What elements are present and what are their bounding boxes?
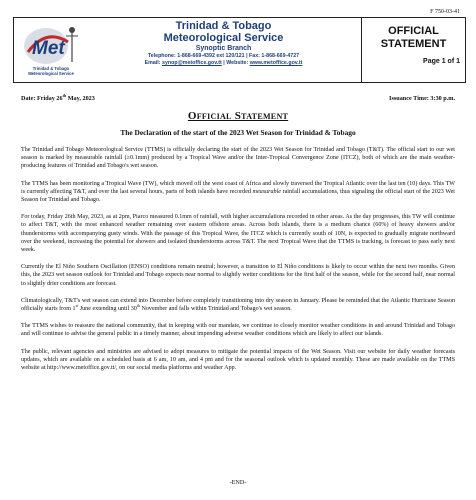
statement-body bbox=[21, 146, 455, 381]
paragraph-1: The Trinidad and Tobago Meteorological Service (TTMS) is officially declaring the start of the 2023 Wet Season for Trinidad and Tobago (T&T). The official start to our wet season is marked by measurable rainfall (≥0.1mm) produced by a Tropical Wave and/or the Inter-Tropical Convergence Zone (ITCZ), both of which are the main weather-producing features of Trinidad and Tobago's wet season. bbox=[21, 147, 455, 170]
page-number: Page 1 of 1 bbox=[423, 58, 460, 65]
paragraph-5: Climatologically, T&T's wet season can extend into December before completely transitioning into dry season in January. Please be reminded that the Atlantic Hurricane Season officially starts from 1st June extending until 30th November and falls within Trinidad and Tobago's wet season. bbox=[21, 297, 455, 313]
official-statement-badge: OFFICIAL STATEMENT Page 1 of 1 bbox=[380, 25, 460, 65]
logo-graphic bbox=[20, 22, 82, 68]
org-name-line2: Meteorological Service bbox=[163, 32, 284, 44]
issue-date: Date: Friday 26th May, 2023 bbox=[21, 92, 95, 102]
email-link[interactable]: synop@metoffice.gov.tt bbox=[162, 60, 222, 66]
website-link[interactable]: www.metoffice.gov.tt bbox=[249, 60, 303, 66]
document-title: Official Statement bbox=[187, 110, 289, 122]
paragraph-4: Currently the El Niño Southern Oscillation (ENSO) conditions remain neutral; however, a transition to El Niño conditions is likely to occur within the next two months. Given this, the 2023 wet season outlook for Trinidad and Tobago expects near normal to slightly wetter conditions for the first half of the season, while for the second half, near normal to slightly drier conditions are forecast. bbox=[21, 264, 455, 287]
date-line bbox=[21, 92, 455, 102]
paragraph-7: The public, relevant agencies and ministries are advised to adopt measures to mitigate the potential impacts of the Wet Season. Visit our website for daily weather forecasts updates, which are available on a scheduled basis at 6 am, 10 am, and 4 pm and for the seasonal outlook which is updated monthly. These are made available on the TTMS website at http://www.metoffice.gov.tt/, on our social media platforms and weather App. bbox=[21, 348, 455, 372]
organization-block bbox=[86, 18, 362, 82]
issuance-time: Issuance Time: 3:30 p.m. bbox=[389, 95, 455, 102]
met-logo bbox=[14, 18, 86, 82]
branch-name: Synoptic Branch bbox=[195, 45, 252, 52]
paragraph-2: The TTMS has been monitoring a Tropical Wave (TW), which moved off the west coast of Africa and slowly traversed the Tropical Atlantic over the last ten (10) days. This TW is currently affecting T&T, and over the last several hours, parts of both islands have recorded measurable rainfall accumulations, thus signaling the official start of the 2023 Wet Season for Trinidad and Tobago. bbox=[21, 180, 455, 204]
email-website-line: Email: synop@metoffice.gov.tt | Website: www.metoffice.gov.tt bbox=[144, 60, 303, 66]
logo-caption: Trinidad & Tobago Meteorological Service bbox=[28, 66, 74, 76]
end-marker: -END- bbox=[229, 479, 247, 486]
paragraph-6: The TTMS wishes to reassure the national community, that in keeping with our mandate, we continue to closely monitor weather conditions in and around Trinidad and Tobago and will continue to advise the general public in a timely manner, about impending adverse weather conditions which are likely to affect our islands. bbox=[21, 323, 455, 338]
paragraph-3: For today, Friday 26th May, 2023, as at 2pm, Piarco measured 0.1mm of rainfall, with higher accumulations recorded in other areas. As the day progresses, this TW will continue to affect T&T, with the most enhanced weather remaining over eastern offshore areas. Across both islands, there is a medium chance (60%) of heavy showers and/or thunderstorms with accompanying gusty winds. With the passage of this Tropical Wave, the ITCZ which is currently south of 10N, is expected to gradually migrate northward over the weekend, increasing the potential for showers and isolated thunderstorms across T&T. The next Tropical Wave that the TTMS is tracking, is forecast to pass early next week. bbox=[21, 214, 455, 254]
letterhead bbox=[13, 17, 466, 83]
document-subtitle: The Declaration of the start of the 2023 Wet Season for Trinidad & Tobago bbox=[120, 128, 356, 137]
org-name-line1: Trinidad & Tobago bbox=[175, 20, 272, 32]
form-code: F 750-03-41 bbox=[430, 9, 460, 15]
logo-text: Met bbox=[32, 38, 65, 59]
phone-fax: Telephone: 1-868-669-4392 ext 120/121 | Fax: 1-868-669-4727 bbox=[147, 53, 300, 59]
